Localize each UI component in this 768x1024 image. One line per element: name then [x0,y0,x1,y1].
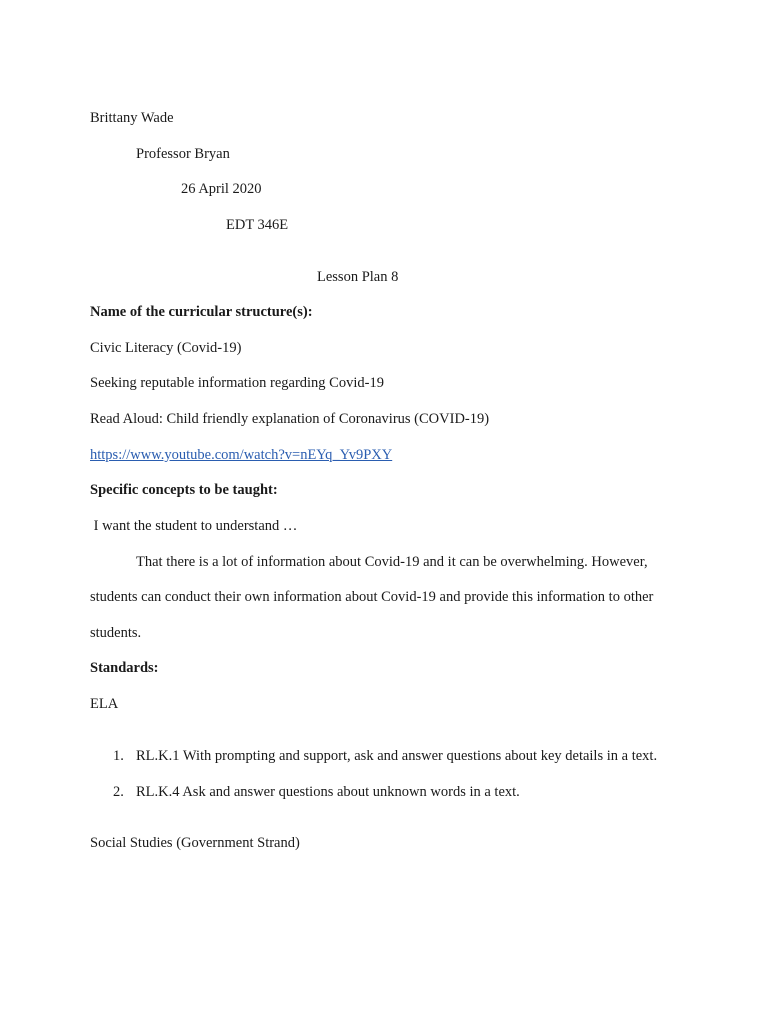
course-code: EDT 346E [226,217,289,233]
standards-heading: Standards: [90,660,159,676]
student-name: Brittany Wade [90,110,174,126]
curricular-line-1: Civic Literacy (Covid-19) [90,340,242,356]
curricular-heading: Name of the curricular structure(s): [90,304,313,320]
concepts-paragraph-line-2: students can conduct their own information about Covid-19 and provide this information to other [90,589,654,605]
list-item-text: RL.K.4 Ask and answer questions about unknown words in a text. [136,784,520,800]
youtube-link[interactable]: https://www.youtube.com/watch?v=nEYq_Yv9PXY [90,447,393,463]
list-item-number: 2. [113,784,124,800]
list-item-number: 1. [113,748,124,764]
curricular-line-2: Seeking reputable information regarding Covid-19 [90,375,384,391]
date-line: 26 April 2020 [181,181,262,197]
document-title: Lesson Plan 8 [317,269,399,285]
concepts-heading: Specific concepts to be taught: [90,482,278,498]
standards-subject-ela: ELA [90,696,119,712]
concepts-paragraph-line-1: That there is a lot of information about Covid-19 and it can be overwhelming. However, [136,554,648,570]
social-studies-heading: Social Studies (Government Strand) [90,835,300,851]
concepts-paragraph-line-3: students. [90,625,142,641]
curricular-line-3: Read Aloud: Child friendly explanation of Coronavirus (COVID-19) [90,411,490,427]
concepts-intro: I want the student to understand … [90,518,298,534]
list-item-text: RL.K.1 With prompting and support, ask and answer questions about key details in a text. [136,748,658,764]
professor-name: Professor Bryan [136,146,230,162]
